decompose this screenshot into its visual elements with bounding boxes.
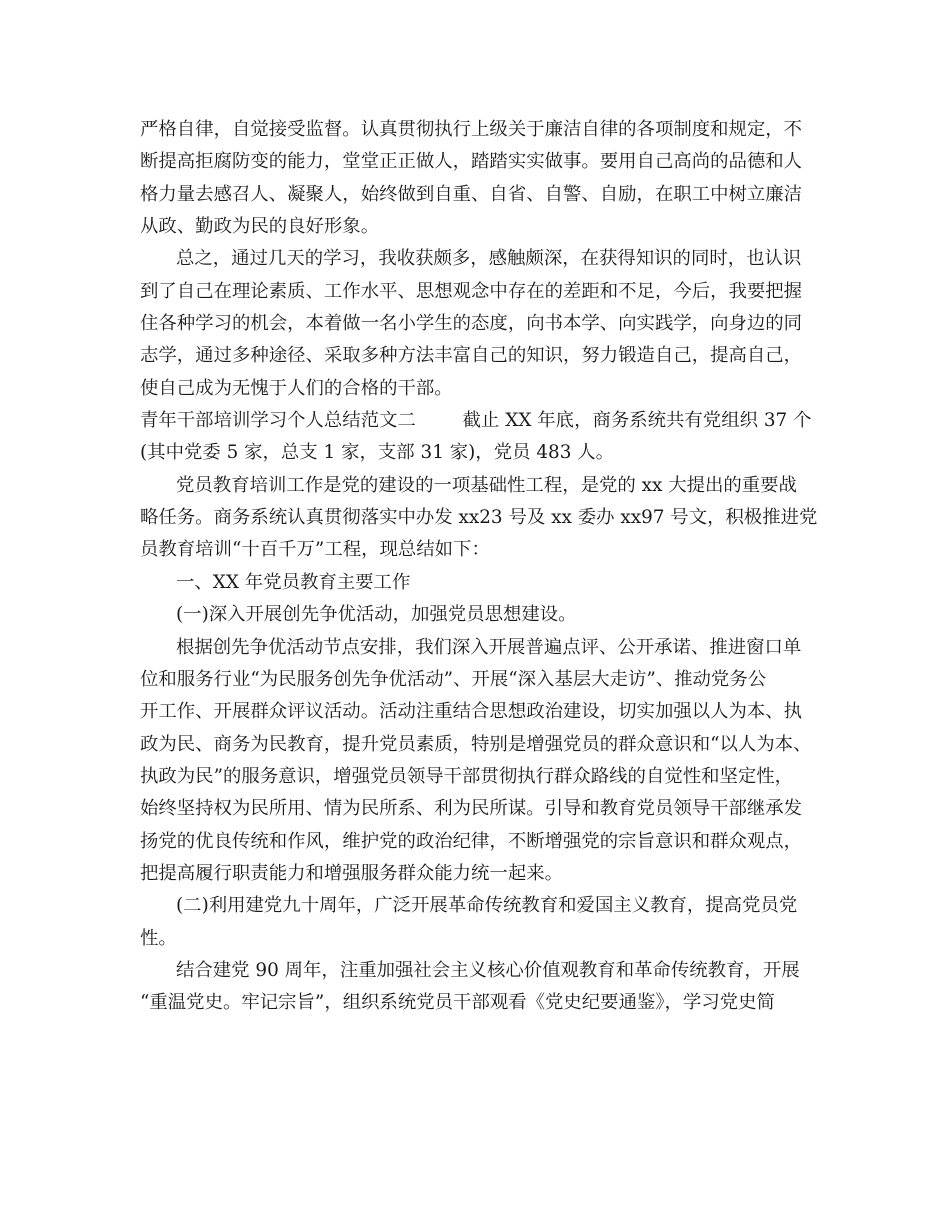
text-line: (其中党委 5 家，总支 1 家，支部 31 家)，党员 483 人。 (140, 442, 615, 464)
subheading-line: 一、XX 年党员教育主要工作 (176, 571, 411, 593)
text-line: 执政为民”的服务意识，增强党员领导干部贯彻执行群众路线的自觉性和坚定性， (140, 765, 794, 787)
subheading-line: (二)利用建党九十周年，广泛开展革命传统教育和爱国主义教育，提高党员党 (176, 895, 798, 917)
text-line: 使自己成为无愧于人们的合格的干部。 (140, 377, 453, 399)
text-line: 格力量去感召人、凝聚人，始终做到自重、自省、自警、自励，在职工中树立廉洁 (140, 183, 803, 205)
text-line: 住各种学习的机会，本着做一名小学生的态度，向书本学、向实践学，向身边的同 (140, 313, 803, 335)
text-line: 总之，通过几天的学习，我收获颇多，感触颇深，在获得知识的同时，也认识 (176, 248, 802, 270)
text-line: 从政、勤政为民的良好形象。 (140, 216, 380, 238)
document-body (140, 114, 830, 1020)
subheading-line: (一)深入开展创先争优活动，加强党员思想建设。 (176, 604, 577, 626)
text-line: 性。 (140, 927, 177, 949)
text-line: 志学，通过多种途径、采取多种方法丰富自己的知识，努力锻造自己，提高自己， (140, 345, 803, 367)
text-line: 断提高拒腐防变的能力，堂堂正正做人，踏踏实实做事。要用自己高尚的品德和人 (140, 151, 803, 173)
text-line: “重温党史。牢记宗旨”，组织系统党员干部观看《党史纪要通鉴》，学习党史简 (140, 992, 775, 1014)
text-line: 开工作、开展群众评议活动。活动注重结合思想政治建设，切实加强以人为本、执 (140, 701, 803, 723)
text-line: 政为民、商务为民教育，提升党员素质，特别是增强党员的群众意识和“以人为本、 (140, 733, 812, 755)
text-line: 结合建党 90 周年，注重加强社会主义核心价值观教育和革命传统教育，开展 (176, 959, 800, 981)
text-line: 严格自律，自觉接受监督。认真贯彻执行上级关于廉洁自律的各项制度和规定，不 (140, 119, 803, 140)
text-line: 略任务。商务系统认真贯彻落实中办发 xx23 号及 xx 委办 xx97 号文，积极推进党 (140, 507, 818, 529)
text-line: 把提高履行职责能力和增强服务群众能力统一起来。 (140, 862, 563, 884)
text-line: 员教育培训“十百千万”工程，现总结如下： (140, 539, 490, 561)
text-line: 始终坚持权为民所用、情为民所系、利为民所谋。引导和教育党员领导干部继承发 (140, 798, 803, 820)
text-line: 党员教育培训工作是党的建设的一项基础性工程，是党的 xx 大提出的重要战 (176, 474, 797, 496)
text-line: 扬党的优良传统和作风，维护党的政治纪律，不断增强党的宗旨意识和群众观点， (140, 830, 803, 852)
text-line: 到了自己在理论素质、工作水平、思想观念中存在的差距和不足，今后，我要把握 (140, 280, 803, 302)
section-heading-line: 青年干部培训学习个人总结范文二 截止 XX 年底，商务系统共有党组织 37 个 (140, 410, 812, 432)
text-line: 位和服务行业“为民服务创先争优活动”、开展“深入基层大走访”、推动党务公 (140, 668, 767, 690)
text-line: 根据创先争优活动节点安排，我们深入开展普遍点评、公开承诺、推进窗口单 (176, 636, 802, 658)
